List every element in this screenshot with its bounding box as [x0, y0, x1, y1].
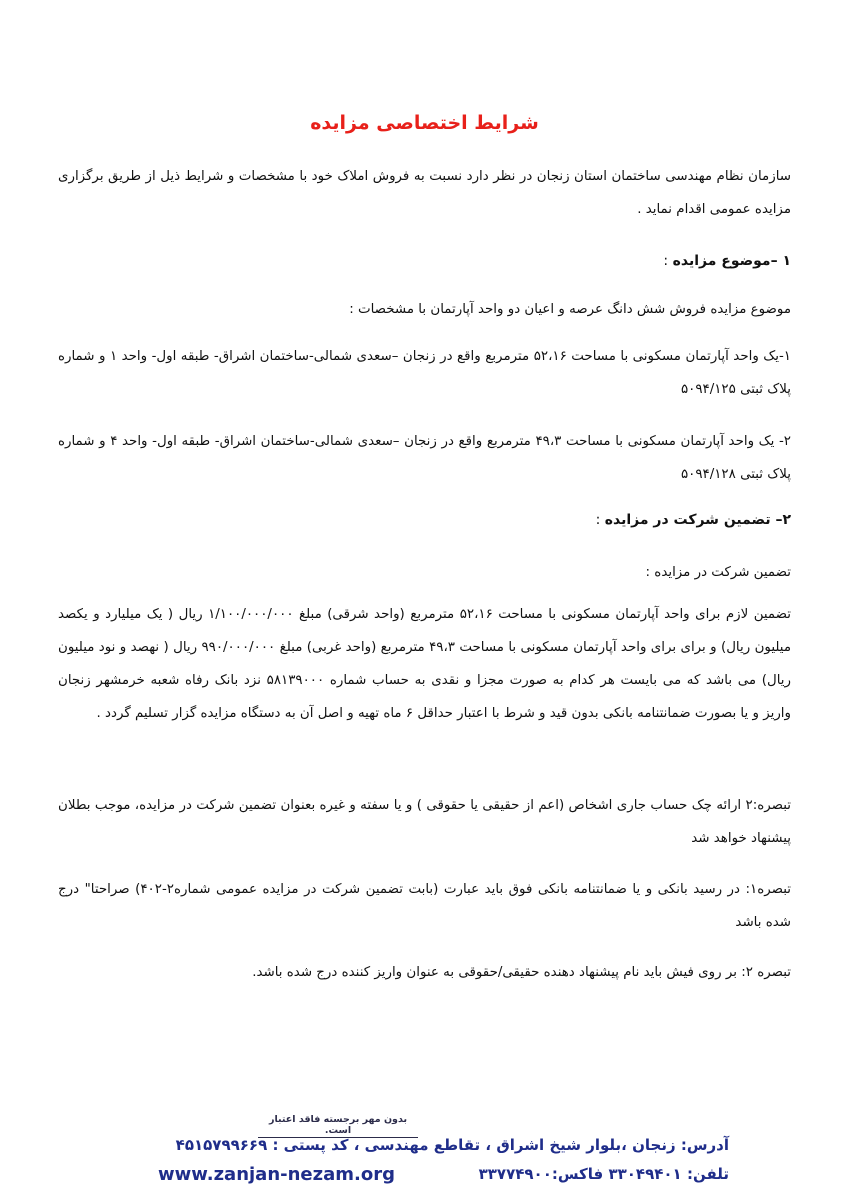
intro-paragraph: سازمان نظام مهندسی ساختمان استان زنجان در نظر دارد نسبت به فروش املاک خود با مشخصات و شرایط ذیل از طریق برگزاری مزایده عمومی اقدام نماید . — [58, 169, 791, 217]
section1-subject: موضوع مزایده فروش شش دانگ عرصه و اعیان دو واحد آپارتمان با مشخصات : — [349, 302, 791, 317]
section2-heading-text: ۲– تضمین شرکت در مزایده — [604, 512, 791, 528]
section1-heading-text: ۱ –موضوع مزایده — [672, 253, 791, 269]
section2-body: تضمین لازم برای واحد آپارتمان مسکونی با مساحت ۵۲،۱۶ مترمربع (واحد شرقی) مبلغ ۱/۱۰۰/۰۰۰/۰۰۰ ریال ( یک میلیارد و یکصد میلیون ریال) و برای برای واحد آپارتمان مسکونی با مساحت ۴۹،۳ مترمربع (واحد غربی) مبلغ ۹۹۰/۰۰۰/۰۰۰ ریال ( نهصد و نود میلیون ریال) می باشد که می بایست هر کدام به صورت مجزا و نقدی به حساب شماره ۵۸۱۳۹۰۰۰ نزد بانک رفاه شعبه خرمشهر زنجان واریز و یا بصورت ضمانتنامه بانکی بدون قید و شرط با اعتبار حداقل ۶ ماه تهیه و اصل آن به دستگاه مزایده گزار تسلیم گردد . — [58, 607, 792, 721]
section2-note-c: تبصره ۲: بر روی فیش باید نام پیشنهاد دهنده حقیقی/حقوقی به عنوان واریز کننده درج شده باشد. — [252, 965, 791, 980]
section1-heading — [663, 253, 791, 269]
section1-heading-colon: : — [663, 253, 673, 269]
section2-heading — [596, 512, 791, 528]
section2-note-a: تبصره:۲ ارائه چک حساب جاری اشخاص (اعم از حقیقی یا حقوقی ) و یا سفته و غیره بعنوان تضمین شرکت در مزایده، موجب بطلان پیشنهاد خواهد شد — [58, 798, 791, 846]
document-title: شرایط اختصاصی مزایده — [310, 112, 539, 134]
section2-note-b: تبصره۱: در رسید بانکی و یا ضمانتنامه بانکی فوق باید عبارت (بابت تضمین شرکت در مزایده عمومی شماره۲-۴۰۲) صراحتا" درج شده باشد — [58, 882, 791, 930]
footer-address: آدرس: زنجان ،بلوار شیخ اشراق ، تقاطع مهندسی ، کد پستی : ۴۵۱۵۷۹۹۶۶۹ — [175, 1136, 729, 1154]
document-page — [58, 0, 791, 1200]
section1-item-1: ۱-یک واحد آپارتمان مسکونی با مساحت ۵۲،۱۶ مترمربع واقع در زنجان –سعدی شمالی-ساختمان اشراق- طبقه اول- واحد ۱ و شماره پلاک ثبتی ۵۰۹۴/۱۲۵ — [58, 349, 791, 397]
footer-website-link[interactable]: www.zanjan-nezam.org — [158, 1164, 395, 1185]
footer-stamp-note: بدون مهر برجسته فاقد اعتبار است. — [258, 1114, 418, 1138]
section1-item-2: ۲- یک واحد آپارتمان مسکونی با مساحت ۴۹،۳ مترمربع واقع در زنجان –سعدی شمالی-ساختمان اشراق- طبقه اول- واحد ۴ و شماره پلاک ثبتی ۵۰۹۴/۱۲۸ — [58, 434, 791, 482]
footer-phone: تلفن: ۳۳۰۴۹۴۰۱ فاکس:۳۳۷۷۴۹۰۰ — [478, 1165, 729, 1183]
section2-subtitle: تضمین شرکت در مزایده : — [645, 565, 791, 580]
section2-heading-colon: : — [595, 512, 605, 528]
